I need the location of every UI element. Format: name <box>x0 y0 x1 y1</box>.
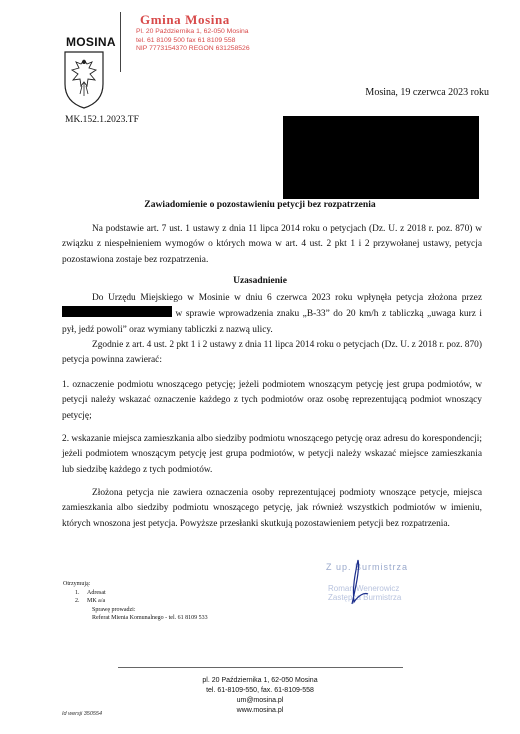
stamp-tax-ids: NIP 7773154370 REGON 631258526 <box>136 45 250 53</box>
signature-stamp <box>308 556 438 608</box>
conclusion-paragraph: Złożona petycja nie zawiera oznaczenia osoby reprezentującej podmioty wnoszące petycje, miejsca zamieszkania albo siedziby podmiotu wnoszącego petycję, jak również wszystkich podmiotów w imieniu, których wnoszona jest petycja. Powyższe przesłanki skutkują pozostawieniem petycji bez rozpatrzenia. <box>62 488 482 529</box>
signature-role: Zastępca Burmistrza <box>328 593 402 602</box>
recipients-heading: Otrzymują: <box>63 581 91 587</box>
header-divider <box>120 12 121 72</box>
recipient-number: 1. <box>75 589 80 596</box>
case-reference: MK.152.1.2023.TF <box>65 115 139 125</box>
recipient-item <box>75 597 208 606</box>
intro-paragraph: Na podstawie art. 7 ust. 1 ustawy z dnia 11 lipca 2014 roku o petycjach (Dz. U. z 2018 r. poz. 870) w związku z niespełnieniem wymogów o których mowa w art. 4 ust. 2 pkt 1 i 2 przywołanej ustawy, petycja pozostawiona zostaje bez rozpatrzenia. <box>62 224 482 265</box>
justification-text-end: w sprawie wprowadzenia znaku „B-33” do 20 km/h z tabliczką „uwaga kurz i pył, jedź powoli” oraz wymiany tabliczki z nazwą ulicy. <box>62 309 483 335</box>
requirement-item-2: 2. wskazanie miejsca zamieszkania albo siedziby podmiotu wnoszącego petycję oraz adresu do korespondencji; jeżeli podmiotem wnoszącym petycję jest grupa podmiotów, w petycji należy wskazać miejsce zamieszkania lub siedzibę każdego z tych podmiotów. <box>62 434 482 475</box>
place-date: Mosina, 19 czerwca 2023 roku <box>365 87 489 98</box>
handled-by-department: Referat Mienia Komunalnego - tel. 61 8109 533 <box>92 615 208 622</box>
recipient-label: Adresat <box>87 589 106 596</box>
recipient-number: 2. <box>75 598 80 605</box>
signature-authority: Z up. Burmistrza <box>326 562 409 572</box>
requirement-item-1: 1. oznaczenie podmiotu wnoszącego petycję; jeżeli podmiotem wnoszącym petycję jest grupa podmiotów, w petycji należy wskazać oznaczenie każdego z tych podmiotów oraz osobę reprezentującą podmiot wnoszący petycję; <box>62 380 482 421</box>
recipient-label: MK a/a <box>87 598 106 605</box>
justification-paragraph <box>62 291 482 338</box>
coat-of-arms-icon <box>62 50 106 110</box>
footer <box>0 676 520 716</box>
recipient-item <box>75 589 208 598</box>
footer-divider <box>118 667 403 668</box>
stamp-title: Gmina Mosina <box>140 12 230 27</box>
redacted-petitioner-name <box>62 306 172 317</box>
form-version-id: Id wersji 350554 <box>62 711 103 717</box>
municipality-stamp <box>136 12 250 54</box>
handled-by-label: Sprawę prowadzi: <box>92 606 136 613</box>
stamp-address: Pl. 20 Października 1, 62-050 Mosina <box>136 28 249 35</box>
handwritten-signature-icon <box>308 556 438 608</box>
document-title: Zawiadomienie o pozostawieniu petycji bez rozpatrzenia <box>144 199 376 210</box>
section-heading: Uzasadnienie <box>233 276 287 286</box>
footer-phones: tel. 61-8109-550, fax. 61-8109-558 <box>206 687 314 694</box>
redacted-recipient-address <box>283 116 479 199</box>
footer-email[interactable]: um@mosina.pl <box>236 697 284 704</box>
requirements-intro: Zgodnie z art. 4 ust. 2 pkt 1 i 2 ustawy z dnia 11 lipca 2014 roku o petycjach (Dz. U. z 2018 r. poz. 870) petycja powinna zawierać: <box>62 340 482 366</box>
crest-label: MOSINA <box>66 35 116 49</box>
justification-text-start: Do Urzędu Miejskiego w Mosinie w dniu 6 czerwca 2023 roku wpłynęła petycja złożona przez <box>92 293 482 303</box>
recipients-block <box>63 580 208 623</box>
signature-name: Roman Wenerowicz <box>328 584 400 593</box>
stamp-phone: tel. 61 8109 500 fax 61 8109 558 <box>136 36 236 44</box>
footer-address: pl. 20 Października 1, 62-050 Mosina <box>202 677 318 684</box>
footer-website[interactable]: www.mosina.pl <box>236 707 284 714</box>
